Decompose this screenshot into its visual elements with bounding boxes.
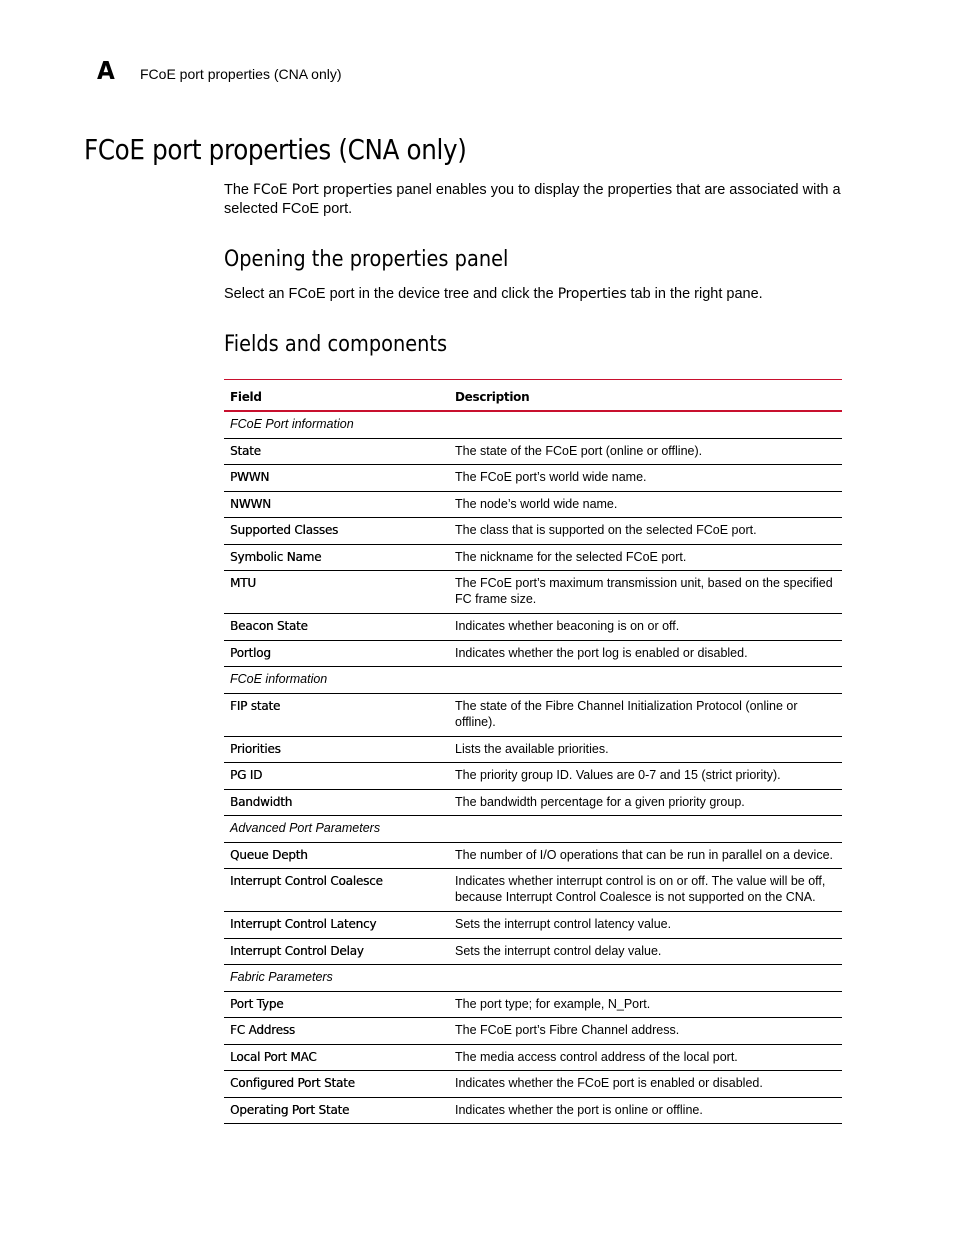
table-row [224,491,842,518]
field-description-cell: The class that is supported on the selected FCoE port. [449,518,842,545]
intro-paragraph [224,181,854,219]
intro-text-before: The [224,182,254,198]
field-name-cell: Symbolic Name [224,544,449,571]
field-description-cell: The state of the FCoE port (online or offline). [449,438,842,465]
field-description-cell: The FCoE port’s maximum transmission unit, based on the specified FC frame size. [449,571,842,614]
opening-text-after: tab in the right pane. [626,286,763,302]
field-name-cell: PWWN [224,465,449,492]
field-description-cell: The node’s world wide name. [449,491,842,518]
section-label: FCoE Port information [224,411,842,438]
field-name-cell: NWWN [224,491,449,518]
table-row [224,438,842,465]
table-row [224,869,842,912]
field-name-cell: Interrupt Control Delay [224,938,449,965]
field-description-cell: The port type; for example, N_Port. [449,991,842,1018]
table-row [224,912,842,939]
appendix-letter: A [97,56,115,85]
field-name-cell: Queue Depth [224,842,449,869]
table-row [224,763,842,790]
field-description-cell: The FCoE port’s world wide name. [449,465,842,492]
field-name-cell: Interrupt Control Coalesce [224,869,449,912]
field-description-cell: Indicates whether the port log is enabled or disabled. [449,640,842,667]
field-name-cell: Supported Classes [224,518,449,545]
table-row [224,1018,842,1045]
field-name-cell: Beacon State [224,614,449,641]
section-label: Fabric Parameters [224,965,842,992]
section-label: Advanced Port Parameters [224,816,842,843]
table-row [224,1044,842,1071]
column-header-field: Field [224,380,449,412]
field-name-cell: Operating Port State [224,1097,449,1124]
field-description-cell: Sets the interrupt control delay value. [449,938,842,965]
field-name-cell: Port Type [224,991,449,1018]
field-name-cell: FIP state [224,693,449,736]
intro-text-after: panel enables you to display the properties that are associated with a selected FCoE port. [224,182,841,217]
section-label: FCoE information [224,667,842,694]
table-row [224,736,842,763]
opening-paragraph [224,285,854,304]
table-row [224,571,842,614]
table-section-row [224,816,842,843]
field-name-cell: Interrupt Control Latency [224,912,449,939]
field-name-cell: PG ID [224,763,449,790]
field-name-cell: FC Address [224,1018,449,1045]
field-name-cell: Bandwidth [224,789,449,816]
field-description-cell: Sets the interrupt control latency value. [449,912,842,939]
field-name-cell: Priorities [224,736,449,763]
field-description-cell: The priority group ID. Values are 0-7 and 15 (strict priority). [449,763,842,790]
field-name-cell: Configured Port State [224,1071,449,1098]
opening-ui-term: Properties [557,286,627,302]
table-row [224,693,842,736]
field-description-cell: The state of the Fibre Channel Initialization Protocol (online or offline). [449,693,842,736]
fields-heading: Fields and components [224,332,448,357]
field-name-cell: Portlog [224,640,449,667]
field-description-cell: The nickname for the selected FCoE port. [449,544,842,571]
field-name-cell: State [224,438,449,465]
table-header-row [224,380,842,412]
field-description-cell: Lists the available priorities. [449,736,842,763]
table-row [224,544,842,571]
table-row [224,991,842,1018]
intro-ui-term: FCoE Port properties [253,182,393,198]
table-row [224,1071,842,1098]
field-description-cell: The FCoE port’s Fibre Channel address. [449,1018,842,1045]
fields-table [224,379,842,1124]
table-row [224,789,842,816]
table-row [224,842,842,869]
table-body [224,411,842,1124]
opening-text-before: Select an FCoE port in the device tree and click the [224,286,558,302]
field-description-cell: The bandwidth percentage for a given priority group. [449,789,842,816]
field-description-cell: The number of I/O operations that can be run in parallel on a device. [449,842,842,869]
table-section-row [224,965,842,992]
table-row [224,640,842,667]
field-description-cell: Indicates whether interrupt control is on or off. The value will be off, because Interrupt Control Coalesce is not supported on the CNA. [449,869,842,912]
table-section-row [224,667,842,694]
table-row [224,614,842,641]
running-header: FCoE port properties (CNA only) [140,66,342,82]
table-row [224,1097,842,1124]
field-description-cell: Indicates whether beaconing is on or off. [449,614,842,641]
table-row [224,938,842,965]
table-section-row [224,411,842,438]
field-name-cell: MTU [224,571,449,614]
field-description-cell: The media access control address of the local port. [449,1044,842,1071]
field-name-cell: Local Port MAC [224,1044,449,1071]
column-header-description: Description [449,380,842,412]
field-description-cell: Indicates whether the FCoE port is enabled or disabled. [449,1071,842,1098]
table-row [224,465,842,492]
table-row [224,518,842,545]
page-title: FCoE port properties (CNA only) [84,133,467,166]
field-description-cell: Indicates whether the port is online or offline. [449,1097,842,1124]
opening-heading: Opening the properties panel [224,247,509,272]
